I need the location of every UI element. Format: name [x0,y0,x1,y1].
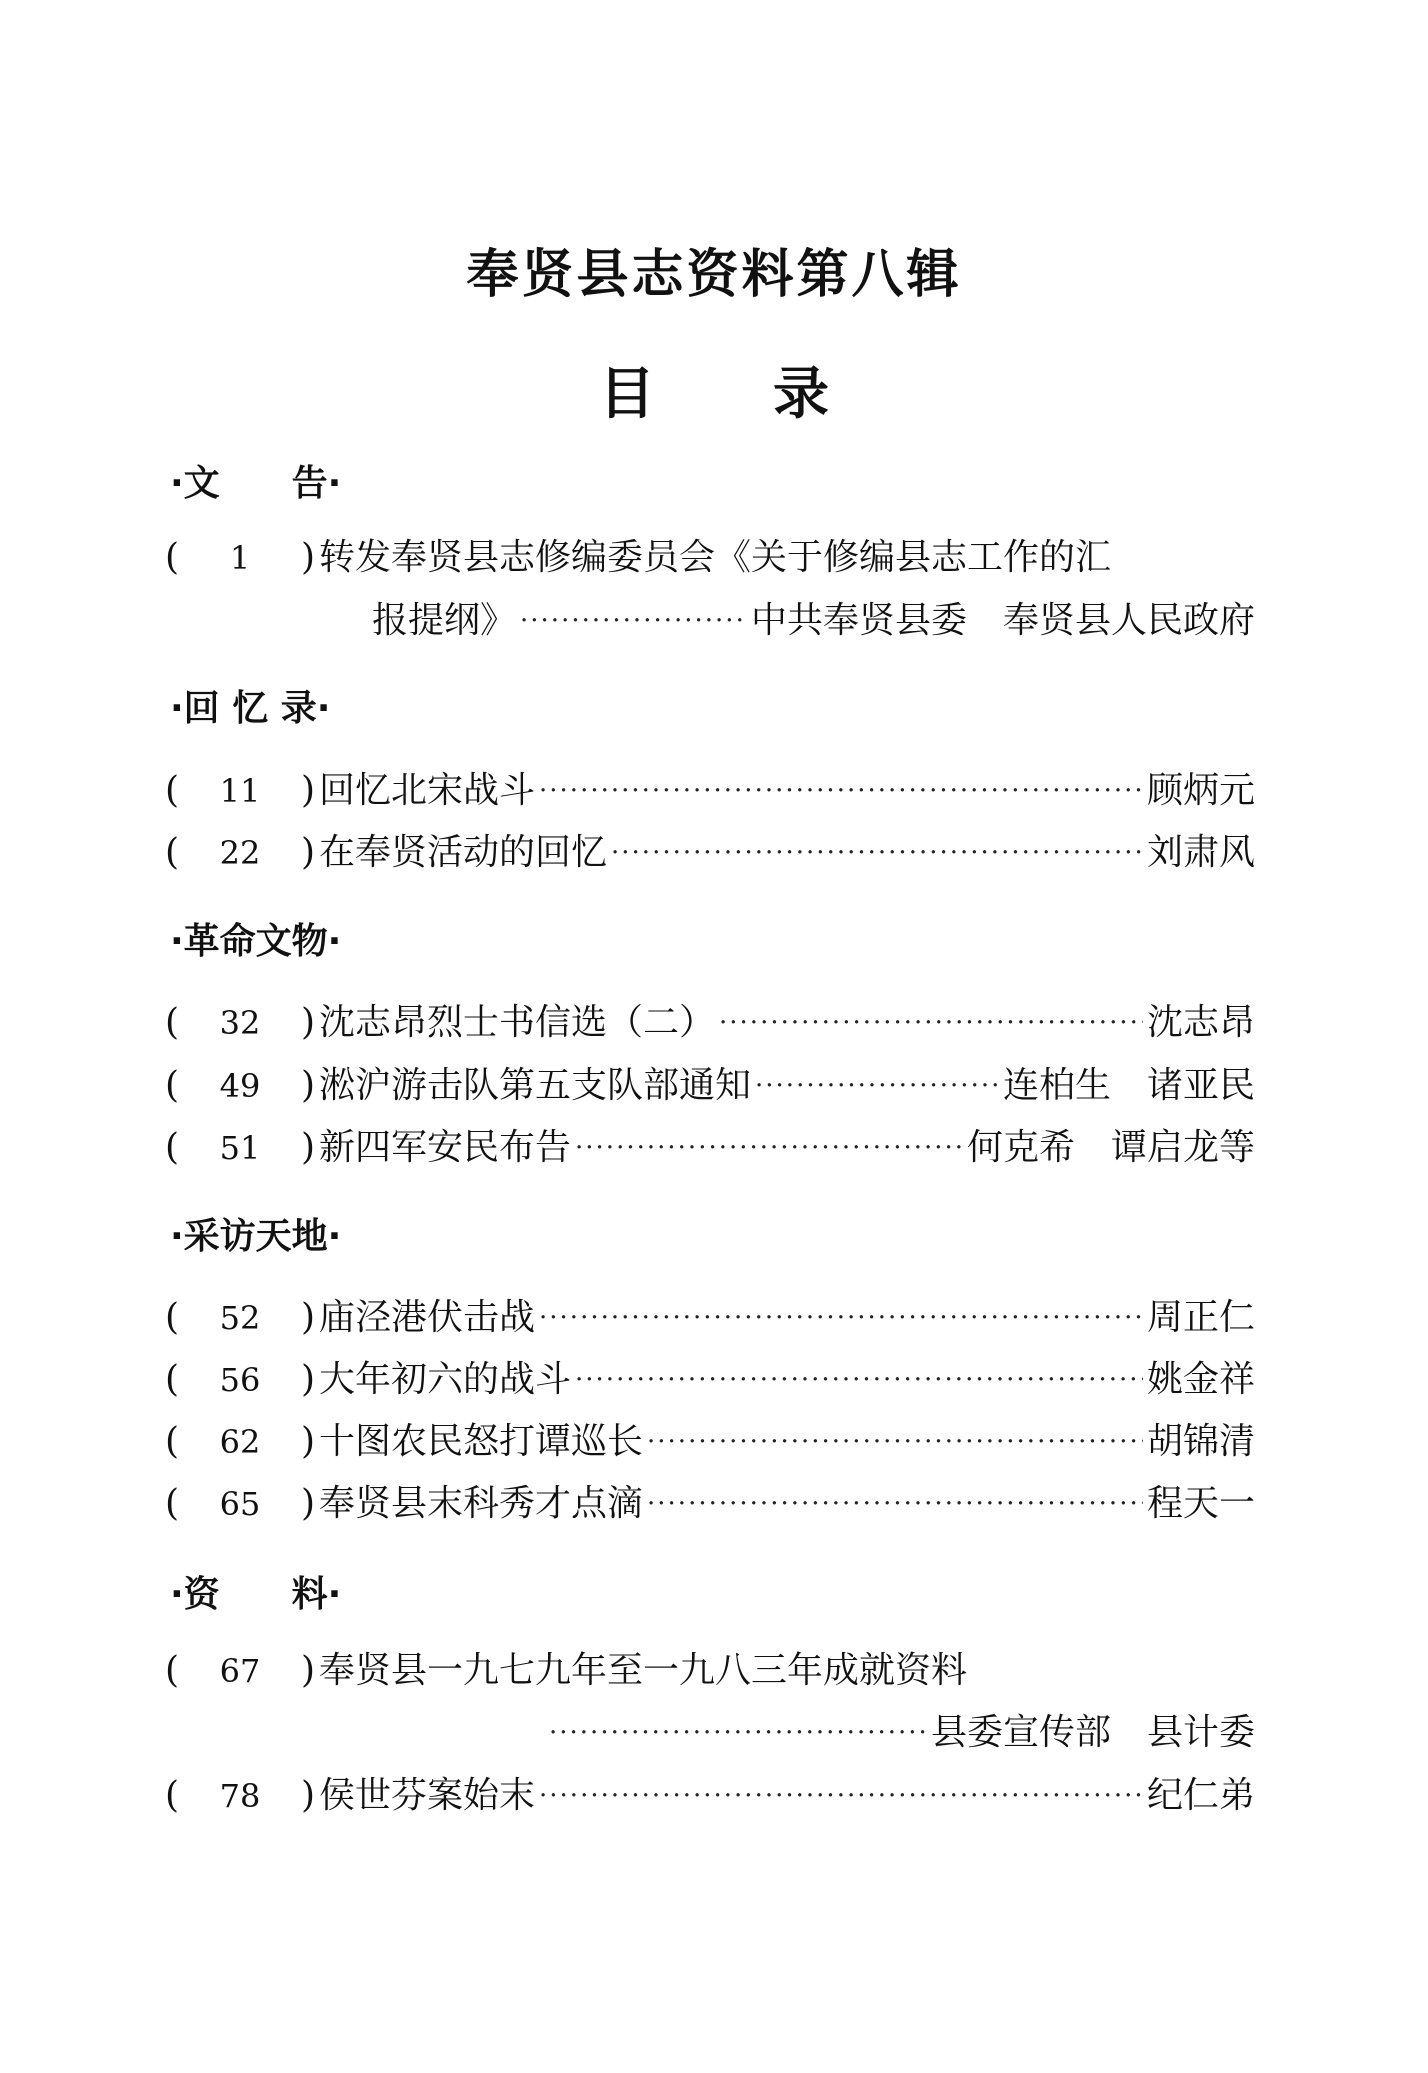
paren-close: ) [300,1650,315,1691]
page-number-value: 22 [219,834,261,872]
toc-entry [165,1768,1255,1824]
leader-dots [719,995,1143,1051]
page-number-value: 56 [219,1361,261,1399]
entry-author: 沈志昂 [1146,1002,1255,1043]
toc-entry [165,1643,1255,1699]
paren-close: ) [300,832,315,873]
paren-open: ( [165,1127,180,1168]
paren-open: ( [165,832,180,873]
page-number [165,1768,315,1824]
toc-entry [165,1058,1255,1114]
page-number-value: 65 [219,1485,261,1523]
paren-open: ( [165,1359,180,1400]
page-number-value: 62 [219,1423,261,1461]
page-number-value: 78 [219,1777,261,1815]
toc-heading: 目录 [599,362,947,427]
entry-author: 纪仁弟 [1146,1775,1255,1816]
paren-close: ) [300,1483,315,1524]
page-number [165,1643,315,1699]
page-number-value: 51 [219,1129,261,1167]
entry-title: 奉贤县一九七九年至一九八三年成就资料 [319,1650,968,1691]
leader-dots [647,1414,1143,1470]
entry-author: 刘肃风 [1146,832,1255,873]
section-heading-geming-wenwu: ·革命文物· [170,921,342,962]
entry-title: 转发奉贤县志修编委员会《关于修编县志工作的汇 [319,537,1112,578]
entry-title: 沈志昂烈士书信选（二） [319,1002,716,1043]
section-heading-huiyilu: ·回 忆 录· [170,688,331,729]
leader-dots [539,1290,1143,1346]
paren-open: ( [165,1421,180,1462]
page-number [165,1058,315,1114]
page-number-value: 1 [229,539,251,577]
leader-dots [520,593,747,649]
leader-dots [575,1352,1143,1408]
toc-entry [165,995,1255,1051]
book-title: 奉贤县志资料第八辑 [466,245,962,305]
entry-author: 胡锦清 [1146,1421,1255,1462]
entry-author: 何克希 谭启龙等 [966,1127,1255,1168]
page-number [165,1414,315,1470]
toc-entry-continuation [545,1705,1255,1761]
paren-open: ( [165,1483,180,1524]
toc-entry [165,1290,1255,1346]
leader-dots [611,825,1143,881]
entry-title: 侯世芬案始末 [319,1775,536,1816]
entry-title: 十图农民怒打谭巡长 [319,1421,644,1462]
toc-entry [165,763,1255,819]
paren-open: ( [165,1002,180,1043]
leader-dots [755,1058,999,1114]
leader-dots [539,1768,1143,1824]
section-heading-caifang-tiandi: ·采访天地· [170,1216,342,1257]
toc-entry [165,1414,1255,1470]
page-number [165,1290,315,1346]
paren-close: ) [300,770,315,811]
paren-open: ( [165,1065,180,1106]
page-number-value: 32 [219,1004,261,1042]
entry-title: 淞沪游击队第五支队部通知 [319,1065,752,1106]
toc-entry [165,1352,1255,1408]
toc-entry [165,825,1255,881]
paren-close: ) [300,1002,315,1043]
toc-entry-continuation [372,593,1255,649]
page-number-value: 52 [219,1299,261,1337]
paren-close: ) [300,1297,315,1338]
paren-open: ( [165,537,180,578]
leader-dots [647,1476,1143,1532]
entry-title: 在奉贤活动的回忆 [319,832,608,873]
entry-author: 姚金祥 [1146,1359,1255,1400]
page-number [165,1120,315,1176]
paren-open: ( [165,1297,180,1338]
paren-open: ( [165,770,180,811]
entry-author: 顾炳元 [1146,770,1255,811]
paren-open: ( [165,1775,180,1816]
entry-author: 县委宣传部 县计委 [930,1712,1255,1753]
page-number-value: 49 [219,1067,261,1105]
leader-dots [539,763,1143,819]
page-number [165,763,315,819]
paren-open: ( [165,1650,180,1691]
page-number [165,1476,315,1532]
leader-dots [575,1120,963,1176]
paren-close: ) [300,1359,315,1400]
entry-author: 连柏生 诸亚民 [1002,1065,1255,1106]
entry-author: 中共奉贤县委 奉贤县人民政府 [750,600,1255,641]
entry-title: 大年初六的战斗 [319,1359,572,1400]
toc-entry [165,1120,1255,1176]
toc-entry [165,530,1255,586]
page-number-value: 11 [219,772,261,810]
paren-close: ) [300,1775,315,1816]
entry-title-continuation: 报提纲》 [372,600,517,641]
page-number [165,530,315,586]
paren-close: ) [300,1127,315,1168]
paren-close: ) [300,1421,315,1462]
page-number [165,1352,315,1408]
paren-close: ) [300,1065,315,1106]
leader-dots [549,1705,927,1761]
page-number [165,825,315,881]
entry-title: 奉贤县末科秀才点滴 [319,1483,644,1524]
section-heading-wengao: ·文 告· [170,463,342,504]
page-number [165,995,315,1051]
entry-author: 程天一 [1146,1483,1255,1524]
entry-author: 周正仁 [1146,1297,1255,1338]
entry-title: 新四军安民布告 [319,1127,572,1168]
page-number-value: 67 [219,1652,261,1690]
entry-title: 回忆北宋战斗 [319,770,536,811]
paren-close: ) [300,537,315,578]
section-heading-ziliao: ·资 料· [170,1574,342,1615]
entry-title: 庙泾港伏击战 [319,1297,536,1338]
toc-entry [165,1476,1255,1532]
